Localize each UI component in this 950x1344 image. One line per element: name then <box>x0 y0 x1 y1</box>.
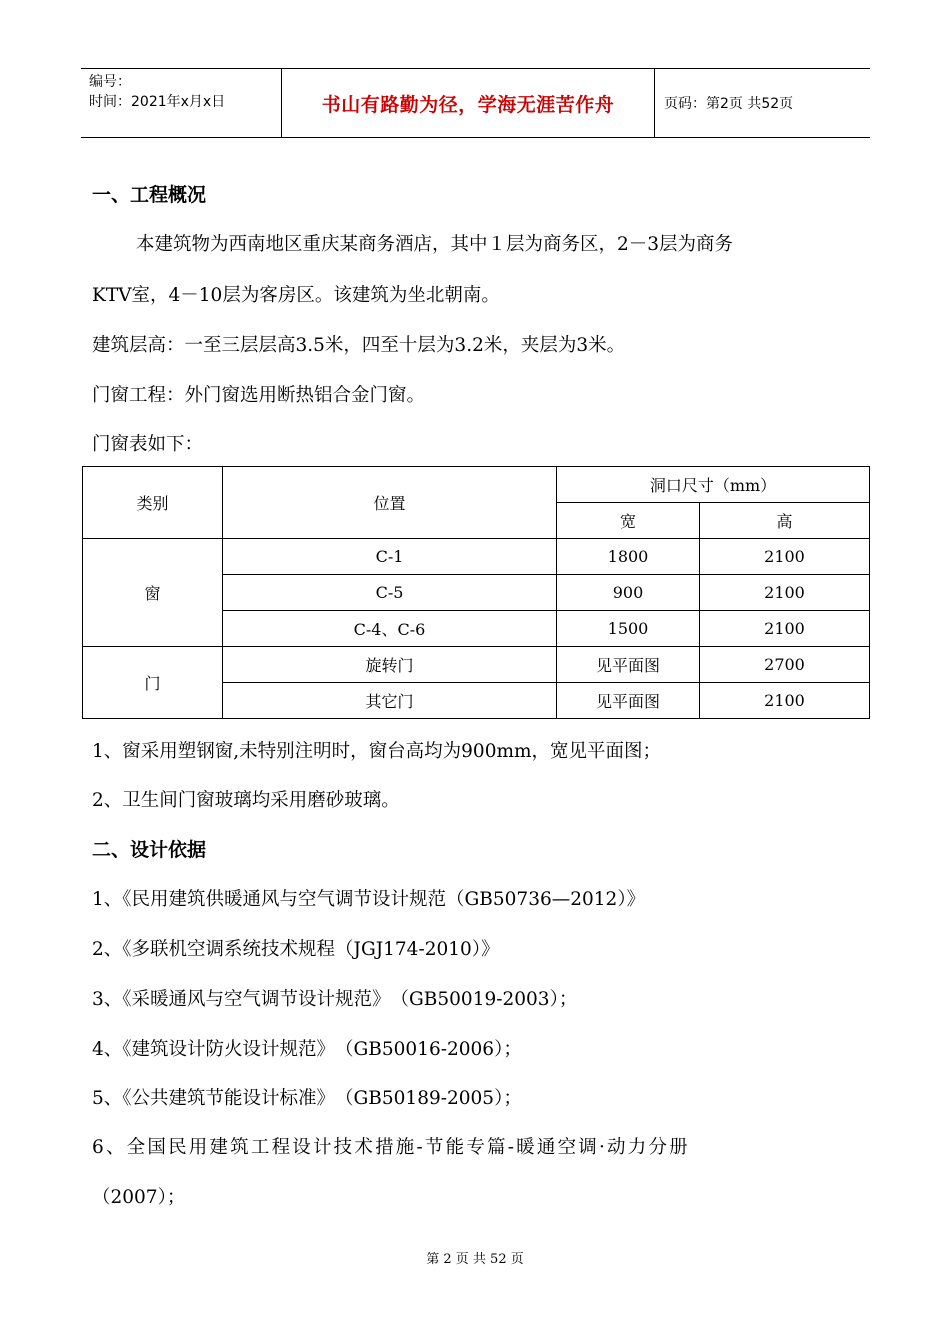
width-cell: 1500 <box>557 611 700 647</box>
note-item: 1、窗采用塑钢窗,未特别注明时，窗台高均为900mm，宽见平面图； <box>92 741 662 762</box>
width-cell: 900 <box>557 575 700 611</box>
paragraph: 门窗表如下： <box>92 434 204 455</box>
position-cell: C-5 <box>223 575 557 611</box>
height-cell: 2700 <box>700 647 870 683</box>
table-row <box>83 647 870 683</box>
height-cell: 2100 <box>700 683 870 719</box>
header-page-info: 页码：第2页 共52页 <box>664 96 794 112</box>
header-cell-width: 宽 <box>557 503 700 539</box>
type-cell-door: 门 <box>83 647 223 719</box>
list-item: 3、《采暖通风与空气调节设计规范》 （GB50019-2003）； <box>92 989 578 1010</box>
height-cell: 2100 <box>700 575 870 611</box>
page-footer: 第 2 页 共 52 页 <box>426 1252 524 1267</box>
list-item: 1、《民用建筑供暖通风与空气调节设计规范（GB50736—2012）》 <box>92 889 646 910</box>
position-cell: C-4、C-6 <box>223 611 557 647</box>
list-item: 5、《公共建筑节能设计标准》 （GB50189-2005）； <box>92 1088 522 1109</box>
code-label: 编号： <box>89 74 131 90</box>
type-cell-window: 窗 <box>83 539 223 647</box>
width-cell: 见平面图 <box>557 683 700 719</box>
width-cell: 1800 <box>557 539 700 575</box>
paragraph: 本建筑物为西南地区重庆某商务酒店，其中１层为商务区，2－3层为商务 <box>136 234 734 255</box>
door-window-table <box>82 466 870 719</box>
note-item: 2、卫生间门窗玻璃均采用磨砂玻璃。 <box>92 790 400 811</box>
table-row <box>83 539 870 575</box>
header-divider <box>654 69 655 137</box>
position-cell: 旋转门 <box>223 647 557 683</box>
section-title-basis: 二、设计依据 <box>92 839 207 861</box>
position-cell: 其它门 <box>223 683 557 719</box>
height-cell: 2100 <box>700 539 870 575</box>
paragraph: 门窗工程：外门窗选用断热铝合金门窗。 <box>92 385 426 406</box>
list-item: 4、《建筑设计防火设计规范》 （GB50016-2006）； <box>92 1039 522 1060</box>
width-cell: 见平面图 <box>557 647 700 683</box>
list-item: （2007）； <box>92 1187 186 1208</box>
section-title-overview: 一、工程概况 <box>92 184 207 206</box>
paragraph: 建筑层高：一至三层层高3.5米，四至十层为3.2米，夹层为3米。 <box>92 335 626 356</box>
height-cell: 2100 <box>700 611 870 647</box>
paragraph: KTV室，4－10层为客房区。该建筑为坐北朝南。 <box>92 285 500 306</box>
header-cell-size: 洞口尺寸（mm） <box>557 467 870 503</box>
position-cell: C-1 <box>223 539 557 575</box>
header-meta <box>89 72 279 112</box>
time-label: 时间：2021年x月x日 <box>89 94 226 110</box>
header-cell-height: 高 <box>700 503 870 539</box>
list-item: 6、全国民用建筑工程设计技术措施-节能专篇-暖通空调·动力分册 <box>92 1137 690 1158</box>
header-cell-position: 位置 <box>223 467 557 539</box>
header-motto: 书山有路勤为径，学海无涯苦作舟 <box>321 93 615 116</box>
header-cell-type: 类别 <box>83 467 223 539</box>
list-item: 2、《多联机空调系统技术规程（JGJ174-2010）》 <box>92 939 500 960</box>
page-header <box>81 68 870 138</box>
